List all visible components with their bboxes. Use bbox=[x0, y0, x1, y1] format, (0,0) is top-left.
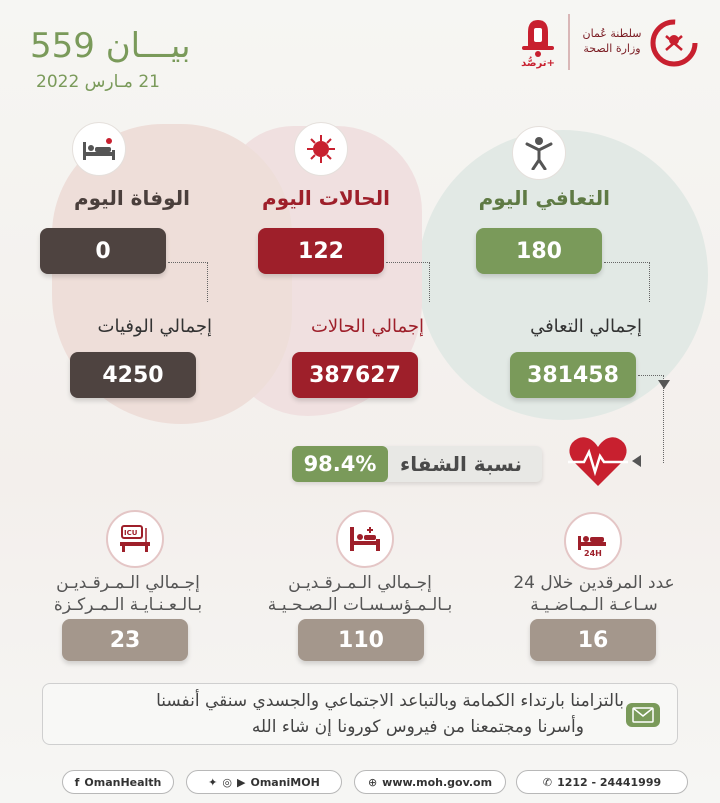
admitted-icu-label bbox=[30, 572, 226, 616]
twitter-icon: ✦ bbox=[208, 775, 218, 789]
rate-connector-arrow bbox=[632, 455, 641, 467]
cases-today-value: 122 bbox=[258, 228, 384, 274]
admitted-24h-label-line1: عدد المرقدين خلال 24 bbox=[513, 573, 675, 593]
recovery-total-value: 381458 bbox=[510, 352, 636, 398]
deaths-total-label: إجمالي الوفيات bbox=[97, 316, 212, 337]
admitted-24h-label-line2: سـاعـة الـمـاضـيـة bbox=[530, 595, 658, 615]
recovery-rate-label: نسبة الشفاء bbox=[400, 452, 522, 476]
footer-social[interactable] bbox=[186, 770, 342, 794]
bulletin-date: 21 مـارس 2022 bbox=[36, 72, 160, 92]
recovery-total-label: إجمالي التعافي bbox=[530, 316, 642, 337]
footer-facebook-handle: OmanHealth bbox=[84, 775, 162, 789]
ministry-logo bbox=[580, 14, 698, 72]
deaths-total-value: 4250 bbox=[70, 352, 196, 398]
admitted-facilities-label-line1: إجـمالي الـمـرقـديـن bbox=[288, 573, 432, 593]
person-icon bbox=[512, 126, 566, 180]
admitted-icu-label-line1: إجـمالي الـمـرقـديـن bbox=[56, 573, 200, 593]
instagram-icon: ◎ bbox=[222, 775, 232, 789]
virus-icon bbox=[294, 122, 348, 176]
facebook-icon: f bbox=[74, 775, 80, 789]
deaths-today-value: 0 bbox=[40, 228, 166, 274]
tarsd-logo-text: ترصُّد+ bbox=[521, 58, 555, 69]
icu-icon bbox=[106, 510, 164, 568]
footer-website-url: www.moh.gov.om bbox=[382, 775, 493, 789]
cases-connector bbox=[386, 262, 430, 302]
recovery-connector bbox=[604, 262, 650, 302]
admitted-icu-value: 23 bbox=[62, 619, 188, 661]
footer-facebook[interactable] bbox=[62, 770, 174, 794]
deaths-connector bbox=[168, 262, 208, 302]
total-connector-arrow bbox=[658, 380, 670, 389]
tarsd-logo bbox=[516, 14, 560, 72]
awareness-message bbox=[64, 688, 624, 740]
recovery-rate-value: 98.4% bbox=[292, 446, 388, 482]
cases-total-label: إجمالي الحالات bbox=[310, 316, 424, 337]
logo-divider bbox=[568, 14, 570, 70]
cases-today-label: الحالات اليوم bbox=[262, 186, 390, 210]
recovery-today-label: التعافي اليوم bbox=[478, 186, 610, 210]
recovery-today-value: 180 bbox=[476, 228, 602, 274]
awareness-message-line1: بالتزامنا بارتداء الكمامة وبالتباعد الاجتماعي والجسدي سنقي أنفسنا bbox=[156, 691, 624, 711]
admitted-facilities-value: 110 bbox=[298, 619, 424, 661]
bulletin-title: بيـــان 559 bbox=[30, 26, 191, 66]
globe-icon: ⊕ bbox=[367, 775, 378, 789]
footer-phone[interactable] bbox=[516, 770, 688, 794]
admitted-24h-label bbox=[496, 572, 692, 616]
admitted-icu-label-line2: بـالـعـنـايـة الـمـركـزة bbox=[53, 595, 203, 615]
envelope-icon bbox=[626, 703, 660, 727]
ministry-logo-text: سلطنة عُمان وزارة الصحة bbox=[582, 27, 642, 55]
hospital-bed-icon bbox=[336, 510, 394, 568]
deaths-today-label: الوفاة اليوم bbox=[73, 186, 190, 210]
footer-phone-number: 1212 - 24441999 bbox=[557, 775, 662, 789]
admitted-24h-value: 16 bbox=[530, 619, 656, 661]
footer-social-handle: OmaniMOH bbox=[250, 775, 320, 789]
admitted-facilities-label-line2: بـالـمـؤسـسـات الـصـحـيـة bbox=[267, 595, 453, 615]
bed-24h-icon bbox=[564, 512, 622, 570]
youtube-icon: ▶ bbox=[237, 775, 246, 789]
admitted-facilities-label bbox=[262, 572, 458, 616]
footer-website[interactable] bbox=[354, 770, 506, 794]
cases-total-value: 387627 bbox=[292, 352, 418, 398]
phone-icon: ✆ bbox=[542, 775, 553, 789]
svg-text:ICU: ICU bbox=[124, 529, 138, 537]
awareness-message-line2: وأسرنا ومجتمعنا من فيروس كورونا إن شاء الله bbox=[251, 717, 584, 737]
heart-pulse-icon bbox=[566, 432, 630, 490]
svg-text:24H: 24H bbox=[584, 549, 602, 556]
bed-icon bbox=[72, 122, 126, 176]
